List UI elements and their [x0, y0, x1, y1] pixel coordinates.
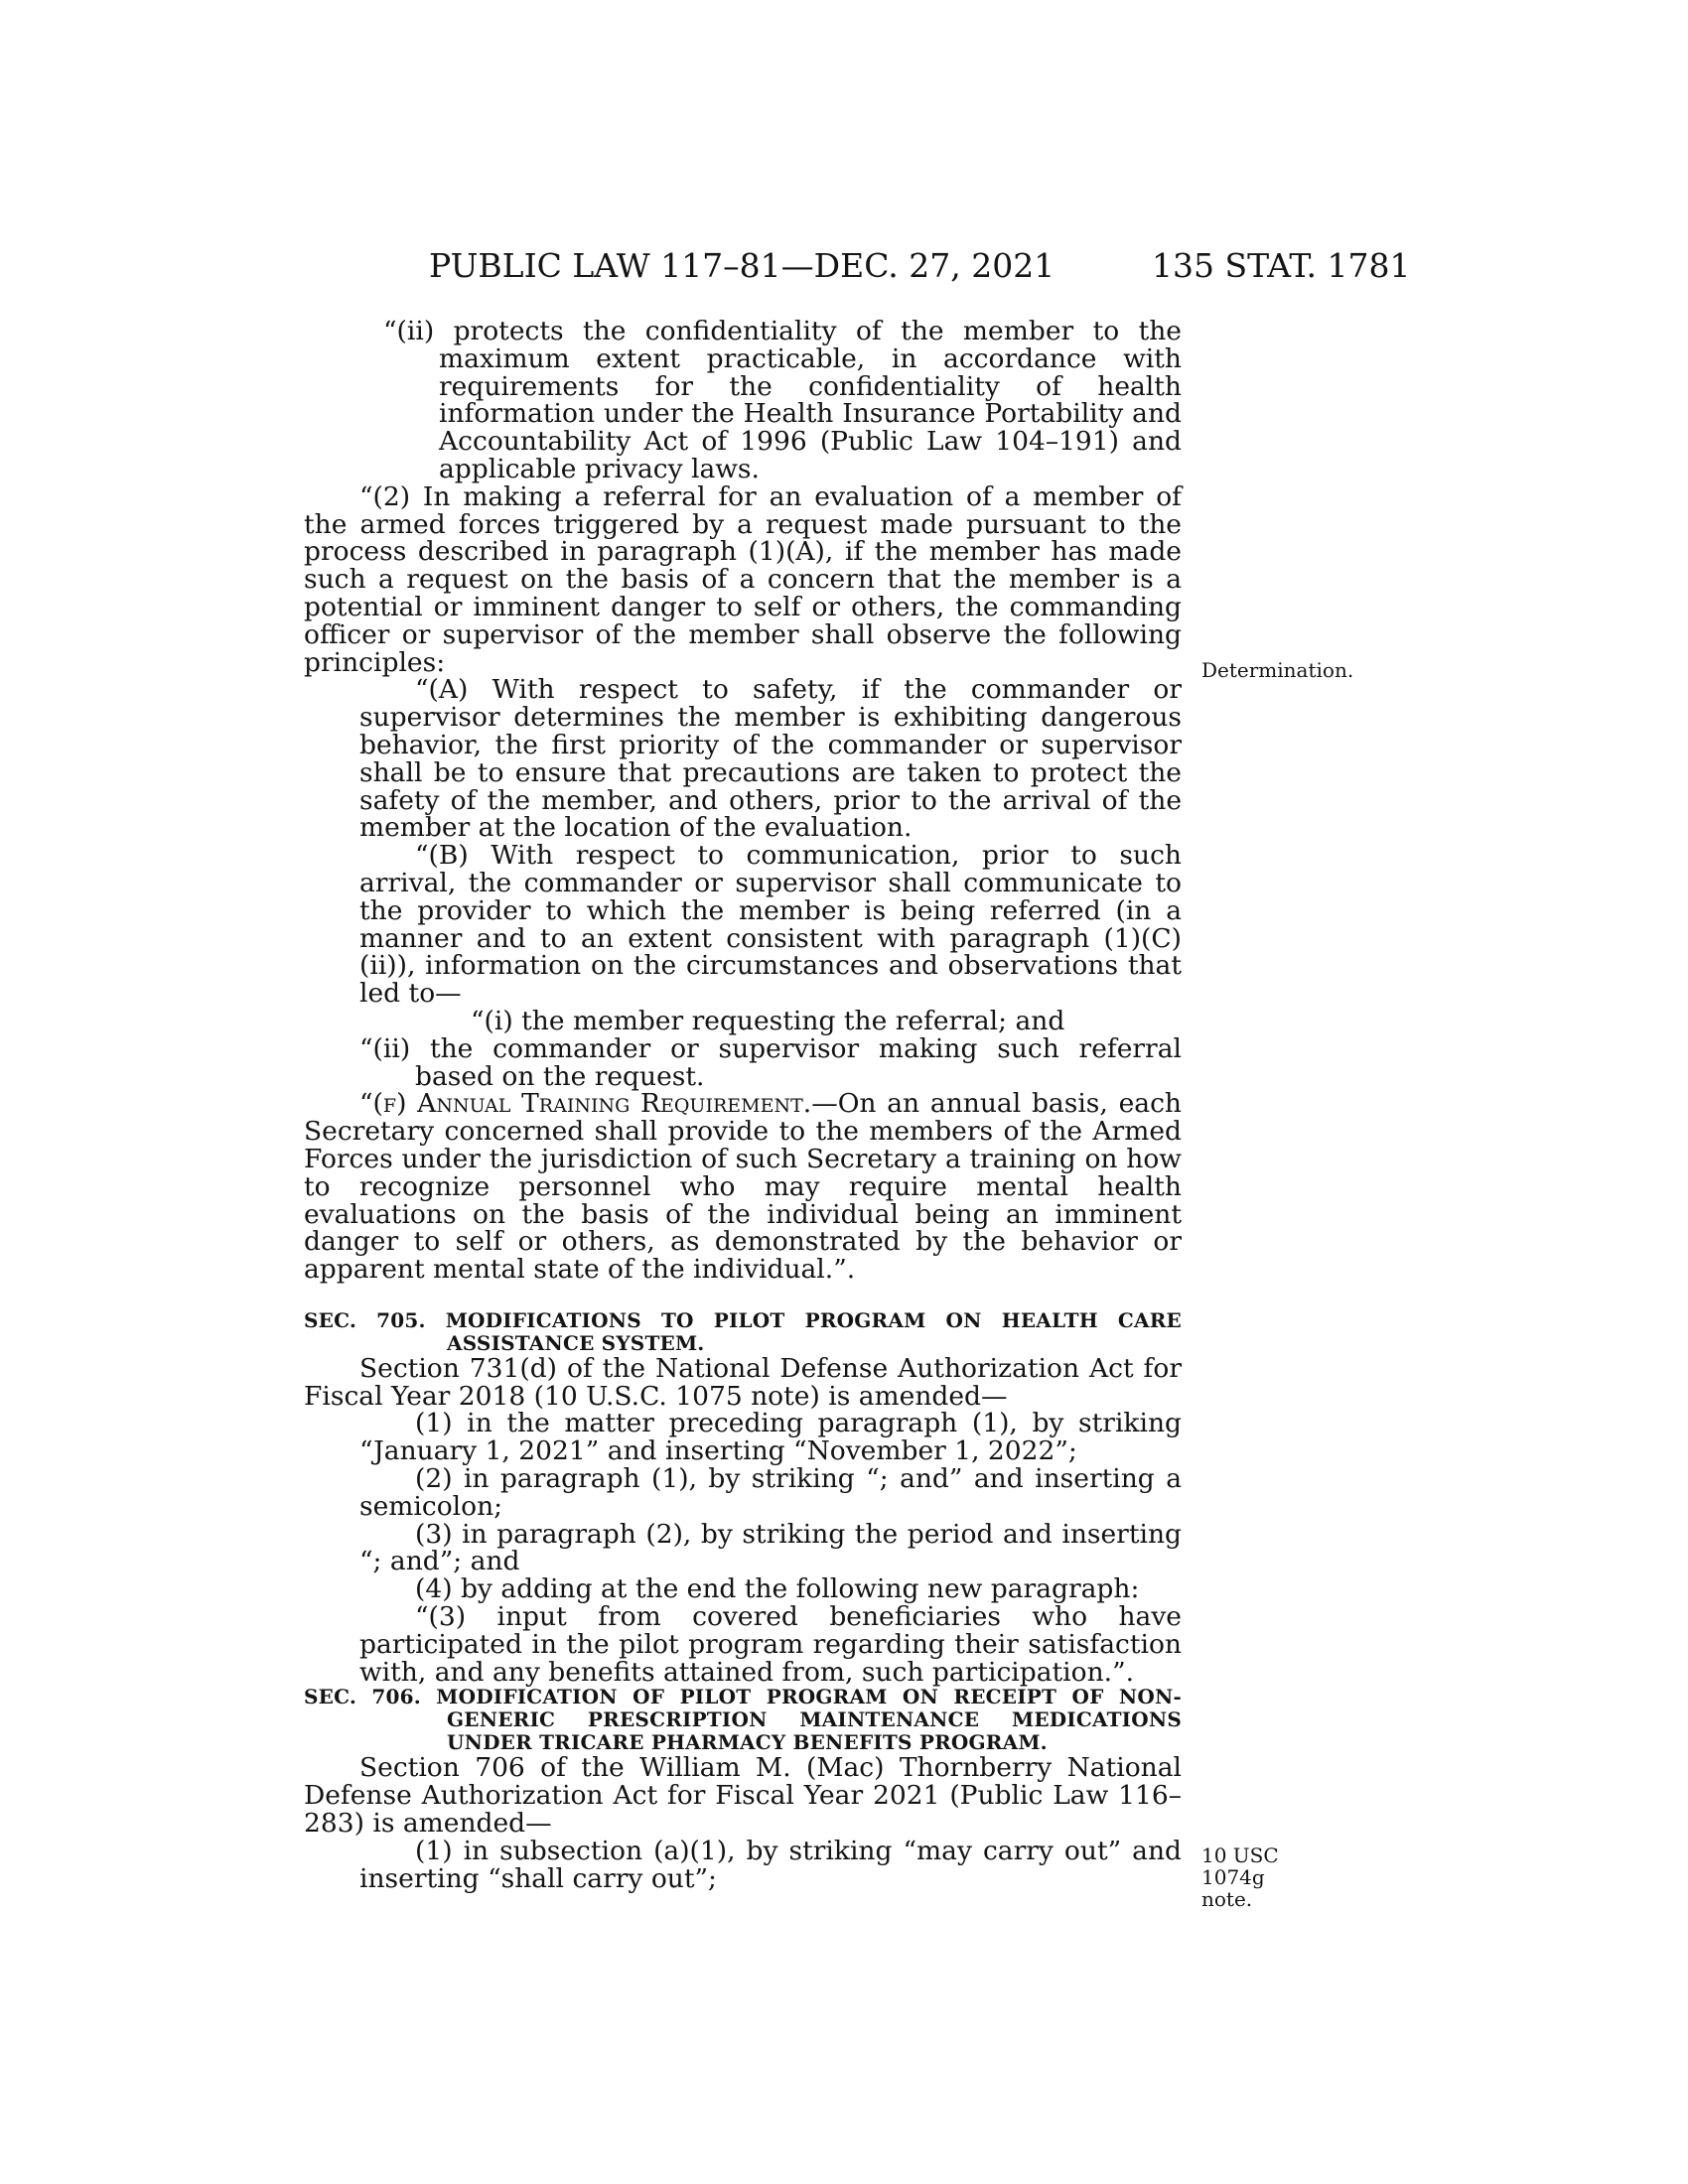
- clause-ii: “(ii) the commander or supervisor making such referral based on the request.: [359, 1032, 1182, 1092]
- margin-note-usc: 10 USC 1074g note.: [1201, 1843, 1279, 1911]
- section-705-item-1: (1) in the matter preceding paragraph (1), by striking “January 1, 2021” and inserting “November 1, 2022”;: [359, 1408, 1182, 1467]
- section-706-intro: Section 706 of the William M. (Mac) Thornberry National Defense Authorization Act for Fiscal Year 2021 (Public Law 116–283) is amended—: [304, 1752, 1182, 1840]
- section-705-heading: SEC. 705. MODIFICATIONS TO PILOT PROGRAM ON HEALTH CARE ASSISTANCE SYSTEM.: [304, 1307, 1182, 1355]
- paragraph-f-annual-training: [304, 1090, 1182, 1284]
- clause-i: “(i) the member requesting the referral; and: [471, 1005, 1065, 1036]
- section-705-intro: Section 731(d) of the National Defense Authorization Act for Fiscal Year 2018 (10 U.S.C. 1075 note) is amended—: [304, 1352, 1182, 1412]
- margin-note-determination: Determination.: [1201, 658, 1354, 682]
- paragraph-B-communication: “(B) With respect to communication, prior to such arrival, the commander or supervisor shall communicate to the provider to which the member is being referred (in a manner and to an extent consistent with paragraph (1)(C)(ii)), information on the circumstances and observations that led to—: [359, 840, 1182, 1010]
- paragraph-ii-confidentiality: “(ii) protects the confidentiality of the member to the maximum extent practicable, in accordance with requirements for the confidentiality of health information under the Health Insurance Portability and Accountability Act of 1996 (Public Law 104–191) and applicable privacy laws.: [383, 316, 1182, 484]
- section-705-item-4: (4) by adding at the end the following new paragraph:: [415, 1573, 1140, 1605]
- paragraph-2-referral: “(2) In making a referral for an evaluation of a member of the armed forces triggered by a request made pursuant to the process described in paragraph (1)(A), if the member has made such a request on the basis of a concern that the member is a potential or imminent danger to self or others, the commanding officer or supervisor of the member shall observe the following principles:: [304, 480, 1182, 678]
- section-705-item-2: (2) in paragraph (1), by striking “; and” and inserting a semicolon;: [359, 1463, 1182, 1522]
- section-706-item-1: (1) in subsection (a)(1), by striking “may carry out” and inserting “shall carry out”;: [359, 1835, 1182, 1894]
- annual-training-text: —On an annual basis, each Secretary concerned shall provide to the members of the Armed Forces under the jurisdiction of such Secretary a training on how to recognize personnel who may require mental health evaluations on the basis of the individual being an imminent danger to self or others, as demonstrated by the behavior or apparent mental state of the individual.”.: [304, 1088, 1182, 1286]
- annual-training-heading: “(f) Annual Training Requirement.: [359, 1088, 812, 1120]
- page-number: 135 STAT. 1781: [1152, 246, 1411, 285]
- section-705-item-3: (3) in paragraph (2), by striking the period and inserting “; and”; and: [359, 1518, 1182, 1577]
- paragraph-A-safety: “(A) With respect to safety, if the commander or supervisor determines the member is exhibiting dangerous behavior, the first priority of the commander or supervisor shall be to ensure that precautions are taken to protect the safety of the member, and others, prior to the arrival of the member at the location of the evaluation.: [359, 674, 1182, 844]
- section-705-new-paragraph: “(3) input from covered beneficiaries who have participated in the pilot program regarding their satisfaction with, and any benefits attained from, such participation.”.: [359, 1601, 1182, 1688]
- section-706-heading: SEC. 706. MODIFICATION OF PILOT PROGRAM ON RECEIPT OF NON-GENERIC PRESCRIPTION MAINTENANCE MEDICATIONS UNDER TRICARE PHARMACY BENEFITS PROGRAM.: [304, 1685, 1182, 1755]
- running-header-title: PUBLIC LAW 117–81—DEC. 27, 2021: [429, 246, 1055, 285]
- text-column: [304, 318, 1182, 1892]
